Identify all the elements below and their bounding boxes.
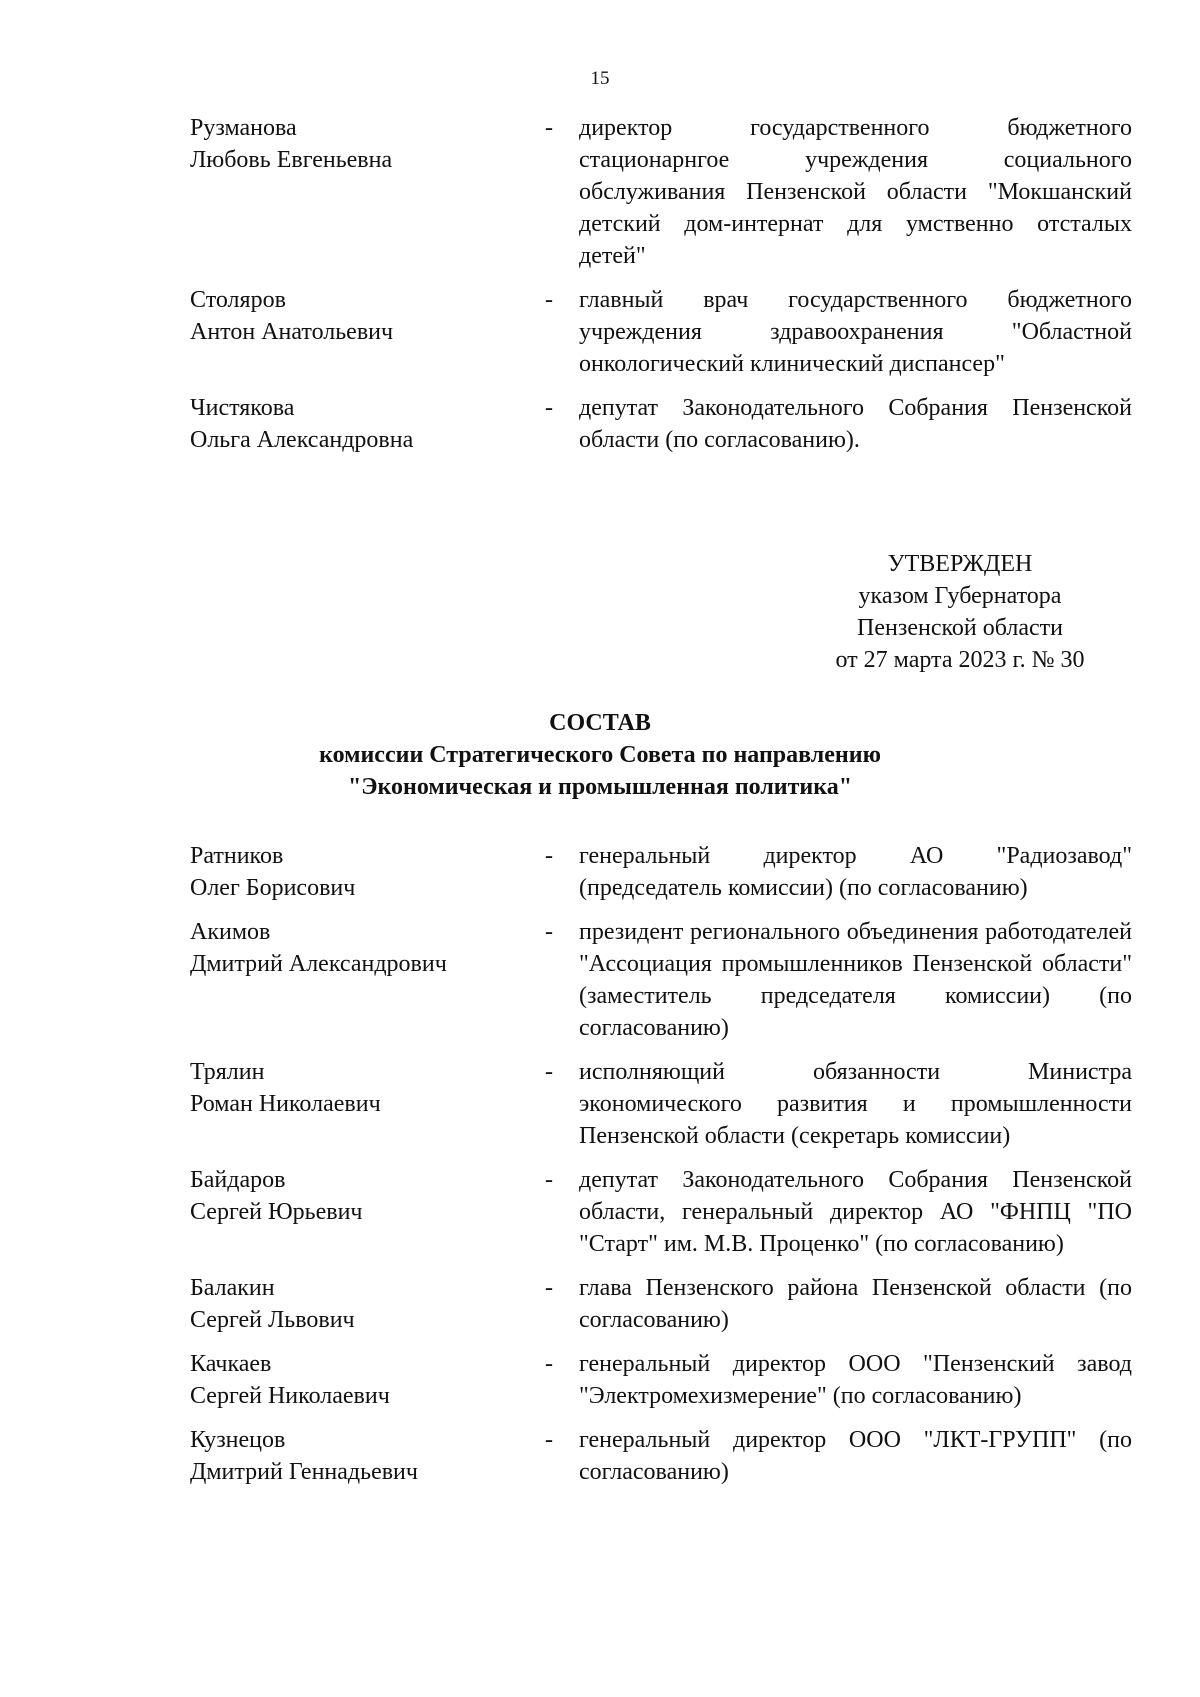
composition-subtitle: комиссии Стратегического Совета по направлению [319,742,881,768]
dash-separator: - [545,1275,553,1301]
list-item [190,284,1132,380]
member-given-names: Дмитрий Геннадьевич [190,1459,418,1485]
member-surname: Ратников [190,843,284,869]
member-given-names: Сергей Львович [190,1307,355,1333]
member-list-commission [190,840,1132,1500]
list-item [190,1272,1132,1336]
member-given-names: Сергей Юрьевич [190,1199,363,1225]
approval-stamp-block [760,548,1160,676]
page-number: 15 [590,68,610,89]
member-given-names: Сергей Николаевич [190,1383,390,1409]
list-item [190,112,1132,272]
member-surname: Рузманова [190,115,297,141]
member-role: главный врач государственного бюджетного учреждения здравоохранения "Областной онкологический клинический диспансер" [579,287,1132,377]
member-given-names: Любовь Евгеньевна [190,147,393,173]
composition-title: СОСТАВ [549,710,651,736]
member-name [190,1348,545,1412]
member-role: генеральный директор ООО "Пензенский завод "Электромехизмерение" (по согласованию) [579,1351,1132,1409]
list-item [190,1424,1132,1488]
member-name [190,284,545,380]
member-role: директор государственного бюджетного стационарнгое учреждения социального обслуживания Пензенской области "Мокшанский детский дом-интернат для умственно отсталых детей" [579,115,1132,269]
member-given-names: Олег Борисович [190,875,356,901]
member-given-names: Антон Анатольевич [190,319,394,345]
dash-separator: - [545,1351,553,1377]
list-item [190,1164,1132,1260]
member-given-names: Дмитрий Александрович [190,951,447,977]
member-role: глава Пензенского района Пензенской области (по согласованию) [579,1275,1132,1333]
member-name [190,1424,545,1488]
member-surname: Кузнецов [190,1427,286,1453]
dash-separator: - [545,115,553,141]
list-item [190,916,1132,1044]
dash-separator: - [545,1059,553,1085]
member-surname: Столяров [190,287,286,313]
member-name [190,1164,545,1260]
member-role: генеральный директор АО "Радиозавод" (председатель комиссии) (по согласованию) [579,843,1132,901]
dash-separator: - [545,843,553,869]
dash-separator: - [545,287,553,313]
dash-separator: - [545,1427,553,1453]
member-surname: Балакин [190,1275,275,1301]
member-name [190,840,545,904]
member-role: генеральный директор ООО "ЛКТ-ГРУПП" (по согласованию) [579,1427,1132,1485]
composition-direction: "Экономическая и промышленная политика" [347,774,853,800]
list-item [190,392,1132,456]
member-surname: Акимов [190,919,271,945]
member-given-names: Ольга Александровна [190,427,414,453]
member-role: депутат Законодательного Собрания Пензенской области (по согласованию). [579,395,1132,453]
approval-decree: указом Губернатора [858,583,1062,609]
dash-separator: - [545,395,553,421]
list-item [190,840,1132,904]
dash-separator: - [545,919,553,945]
member-role: депутат Законодательного Собрания Пензенской области, генеральный директор АО "ФНПЦ "ПО "Старт" им. М.В. Проценко" (по согласованию) [579,1167,1132,1257]
approval-title: УТВЕРЖДЕН [887,551,1033,577]
member-role: президент регионального объединения работодателей "Ассоциация промышленников Пензенской области" (заместитель председателя комиссии) (по согласованию) [579,919,1132,1041]
member-name [190,916,545,1044]
member-surname: Трялин [190,1059,265,1085]
list-item [190,1056,1132,1152]
approval-region: Пензенской области [857,615,1063,641]
member-name [190,1056,545,1152]
member-name [190,112,545,272]
member-surname: Байдаров [190,1167,286,1193]
member-list-previous [190,112,1132,468]
member-name [190,1272,545,1336]
composition-heading [0,707,1200,803]
list-item [190,1348,1132,1412]
approval-date: от 27 марта 2023 г. № 30 [835,647,1085,673]
member-given-names: Роман Николаевич [190,1091,381,1117]
member-name [190,392,545,456]
dash-separator: - [545,1167,553,1193]
member-surname: Чистякова [190,395,295,421]
member-surname: Качкаев [190,1351,272,1377]
member-role: исполняющий обязанности Министра экономического развития и промышленности Пензенской области (секретарь комиссии) [579,1059,1132,1149]
